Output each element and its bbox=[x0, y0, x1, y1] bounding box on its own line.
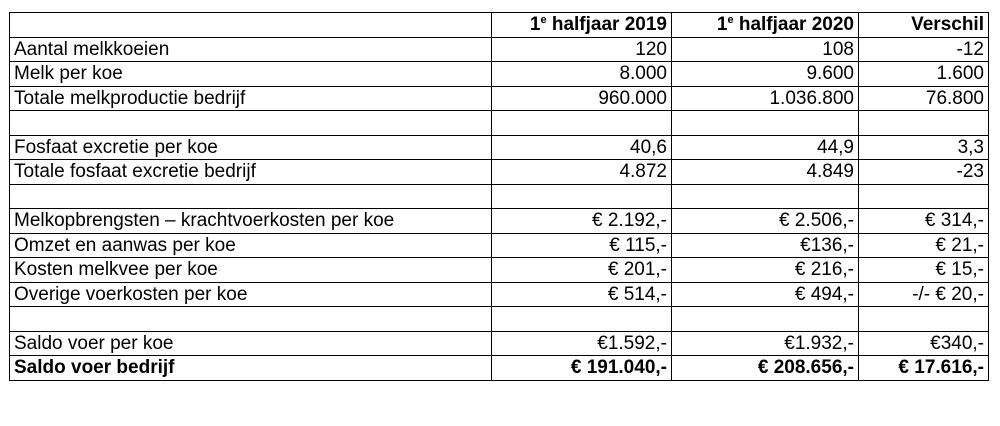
value-2019: € 115,- bbox=[492, 233, 672, 258]
value-difference: -23 bbox=[859, 160, 989, 185]
value-difference: € 21,- bbox=[859, 233, 989, 258]
table-header-row bbox=[10, 13, 989, 38]
value-2020: 1.036.800 bbox=[672, 86, 859, 111]
value-difference bbox=[859, 184, 989, 209]
header-2020 bbox=[672, 13, 859, 38]
row-label: Fosfaat excretie per koe bbox=[10, 135, 492, 160]
table-row bbox=[10, 86, 989, 111]
table-row-spacer bbox=[10, 307, 989, 332]
header-label-cell bbox=[10, 13, 492, 38]
table-row bbox=[10, 135, 989, 160]
comparison-table bbox=[9, 12, 989, 381]
value-2020: € 216,- bbox=[672, 258, 859, 283]
comparison-table-container bbox=[9, 12, 989, 381]
table-row-spacer bbox=[10, 111, 989, 136]
header-2020-sup: e bbox=[727, 14, 734, 27]
value-2020: € 208.656,- bbox=[672, 356, 859, 381]
table-row-spacer bbox=[10, 184, 989, 209]
table-row bbox=[10, 37, 989, 62]
value-2019 bbox=[492, 307, 672, 332]
value-2020: €136,- bbox=[672, 233, 859, 258]
value-2020 bbox=[672, 184, 859, 209]
row-label: Kosten melkvee per koe bbox=[10, 258, 492, 283]
value-2020 bbox=[672, 111, 859, 136]
value-2020: € 494,- bbox=[672, 282, 859, 307]
value-difference: -/- € 20,- bbox=[859, 282, 989, 307]
value-2020: 108 bbox=[672, 37, 859, 62]
table-row-total bbox=[10, 356, 989, 381]
value-difference: 1.600 bbox=[859, 62, 989, 87]
row-label: Melkopbrengsten – krachtvoerkosten per koe bbox=[10, 209, 492, 234]
value-2020: 9.600 bbox=[672, 62, 859, 87]
value-2019: € 514,- bbox=[492, 282, 672, 307]
value-2019: 4.872 bbox=[492, 160, 672, 185]
table-row bbox=[10, 282, 989, 307]
header-2020-pre: 1 bbox=[716, 14, 728, 36]
value-2019: 8.000 bbox=[492, 62, 672, 87]
value-2019: €1.592,- bbox=[492, 331, 672, 356]
row-label: Melk per koe bbox=[10, 62, 492, 87]
table-row bbox=[10, 233, 989, 258]
row-label: Saldo voer per koe bbox=[10, 331, 492, 356]
value-2020: 4.849 bbox=[672, 160, 859, 185]
header-2020-post: halfjaar 2020 bbox=[733, 14, 854, 36]
header-2019-sup: e bbox=[540, 14, 547, 27]
value-difference: € 17.616,- bbox=[859, 356, 989, 381]
value-2019 bbox=[492, 184, 672, 209]
value-difference: € 15,- bbox=[859, 258, 989, 283]
value-difference bbox=[859, 307, 989, 332]
value-2019: 120 bbox=[492, 37, 672, 62]
table-row bbox=[10, 62, 989, 87]
value-2020: €1.932,- bbox=[672, 331, 859, 356]
header-2019 bbox=[492, 13, 672, 38]
value-difference: € 314,- bbox=[859, 209, 989, 234]
table-row bbox=[10, 209, 989, 234]
header-2019-pre: 1 bbox=[529, 14, 541, 36]
value-difference: 3,3 bbox=[859, 135, 989, 160]
header-difference: Verschil bbox=[859, 13, 989, 38]
value-2020: € 2.506,- bbox=[672, 209, 859, 234]
table-row bbox=[10, 258, 989, 283]
value-difference: -12 bbox=[859, 37, 989, 62]
value-2019: € 201,- bbox=[492, 258, 672, 283]
row-label: Saldo voer bedrijf bbox=[10, 356, 492, 381]
value-2019: 40,6 bbox=[492, 135, 672, 160]
row-label bbox=[10, 184, 492, 209]
value-2019: € 191.040,- bbox=[492, 356, 672, 381]
table-row bbox=[10, 331, 989, 356]
row-label bbox=[10, 307, 492, 332]
row-label: Omzet en aanwas per koe bbox=[10, 233, 492, 258]
value-difference: €340,- bbox=[859, 331, 989, 356]
value-difference bbox=[859, 111, 989, 136]
row-label bbox=[10, 111, 492, 136]
value-2020 bbox=[672, 307, 859, 332]
value-difference: 76.800 bbox=[859, 86, 989, 111]
row-label: Aantal melkkoeien bbox=[10, 37, 492, 62]
header-2019-post: halfjaar 2019 bbox=[546, 14, 667, 36]
value-2019: 960.000 bbox=[492, 86, 672, 111]
row-label: Totale fosfaat excretie bedrijf bbox=[10, 160, 492, 185]
table-row bbox=[10, 160, 989, 185]
value-2019 bbox=[492, 111, 672, 136]
row-label: Overige voerkosten per koe bbox=[10, 282, 492, 307]
row-label: Totale melkproductie bedrijf bbox=[10, 86, 492, 111]
value-2019: € 2.192,- bbox=[492, 209, 672, 234]
value-2020: 44,9 bbox=[672, 135, 859, 160]
